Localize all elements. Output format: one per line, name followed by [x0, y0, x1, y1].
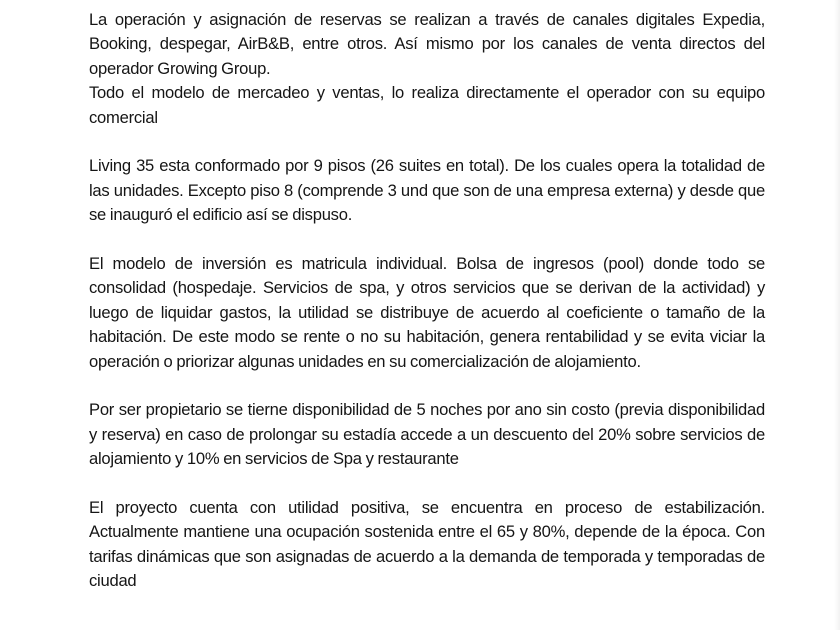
- paragraph-spacer: [89, 130, 765, 154]
- paragraph-investment-model: El modelo de inversión es matricula individual. Bolsa de ingresos (pool) donde todo se consolidad (hospedaje. Servicios de spa, y otros servicios que se derivan de la actividad) y luego de liquidar gastos, la utilidad se distribuye de acuerdo al coeficiente o tamaño de la habitación. De este modo se rente o no su habitación, genera rentabilidad y se evita viciar la operación o priorizar algunas unidades en su comercialización de alojamiento.: [89, 254, 765, 371]
- document-page: [89, 8, 765, 594]
- paragraph-project-status: El proyecto cuenta con utilidad positiva, se encuentra en proceso de estabilización. Actualmente mantiene una ocupación sostenida entre el 65 y 80%, depende de la época. Con tarifas dinámicas que son asignadas de acuerdo a la demanda de temporada y temporadas de ciudad: [89, 498, 765, 591]
- paragraph-reservations-channels: La operación y asignación de reservas se realizan a través de canales digitales Expedia, Booking, despegar, AirB&B, entre otros. Así mismo por los canales de venta directos del operador Growing Group.: [89, 10, 765, 78]
- page-edge-shadow: [834, 0, 840, 630]
- paragraph-building-floors: Living 35 esta conformado por 9 pisos (26 suites en total). De los cuales opera la totalidad de las unidades. Excepto piso 8 (comprende 3 und que son de una empresa externa) y desde que se inauguró el edificio así se dispuso.: [89, 156, 765, 225]
- paragraph-spacer: [89, 374, 765, 398]
- paragraph-marketing-sales: Todo el modelo de mercadeo y ventas, lo realiza directamente el operador con su equipo comercial: [89, 83, 765, 127]
- paragraph-spacer: [89, 228, 765, 252]
- paragraph-spacer: [89, 472, 765, 496]
- paragraph-owner-benefits: Por ser propietario se tierne disponibilidad de 5 noches por ano sin costo (previa disponibilidad y reserva) en caso de prolongar su estadía accede a un descuento del 20% sobre servicios de alojamiento y 10% en servicios de Spa y restaurante: [89, 400, 765, 469]
